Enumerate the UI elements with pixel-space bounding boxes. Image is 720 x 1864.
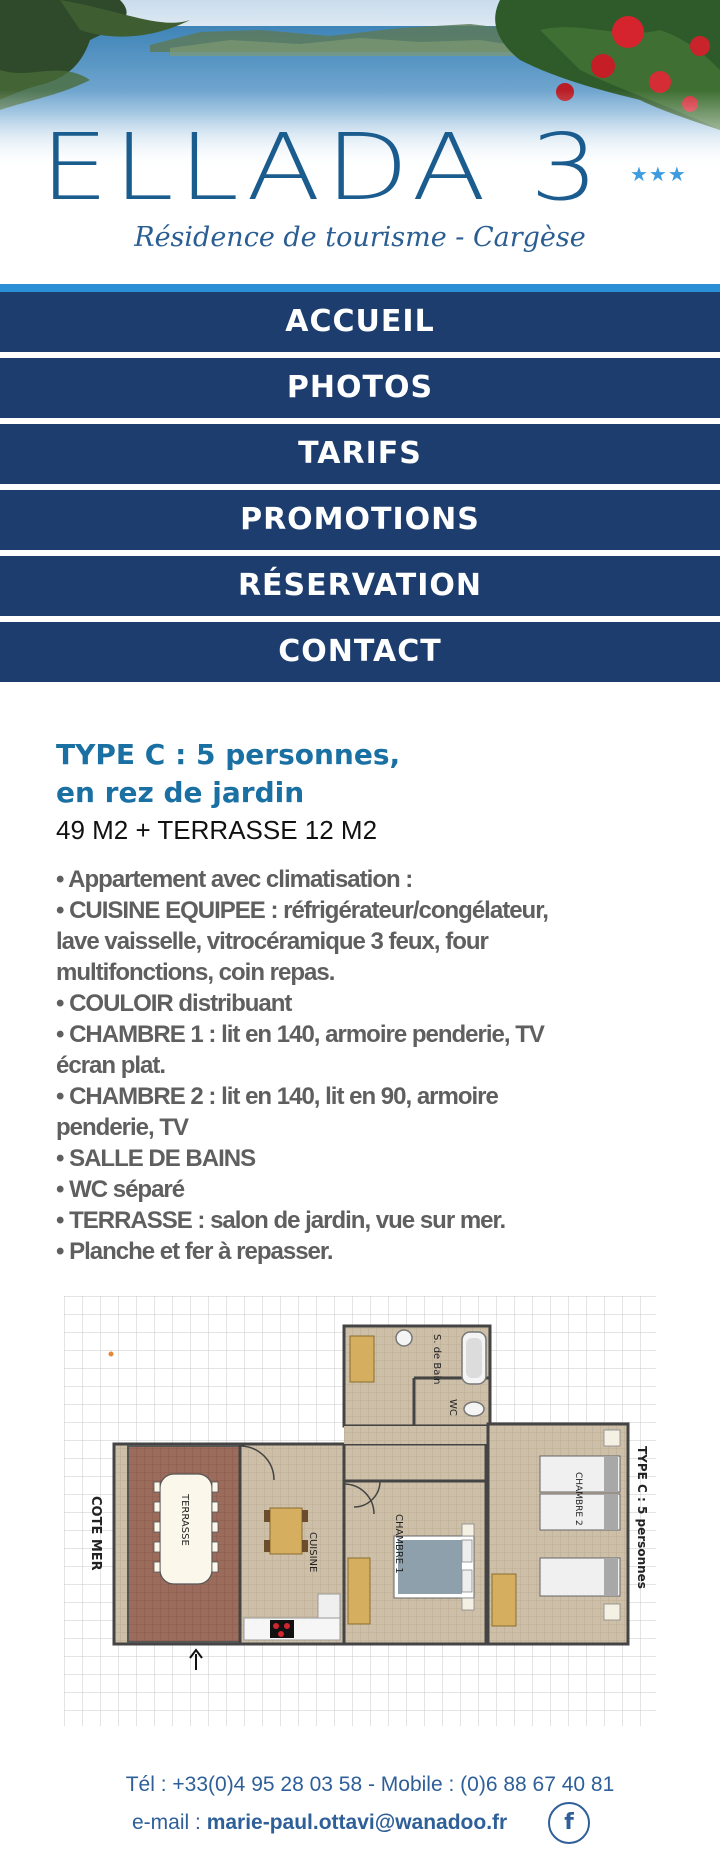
feature-line: multifonctions, coin repas. <box>56 959 335 986</box>
nav-item-photos[interactable]: PHOTOS <box>0 358 720 418</box>
facebook-icon[interactable]: f <box>548 1802 590 1844</box>
phone-numbers: Tél : +33(0)4 95 28 03 58 - Mobile : (0)6 88 67 40 81 <box>125 1773 615 1796</box>
floor-plan <box>64 1296 656 1726</box>
plan-label-bath: S. de Bain <box>431 1334 442 1385</box>
header-accent-bar <box>0 284 720 292</box>
plan-label-sea: COTE MER <box>88 1496 103 1571</box>
feature-line: penderie, TV <box>56 1114 189 1141</box>
feature-line: • WC séparé <box>56 1176 185 1203</box>
plan-label-kitchen: CUISINE <box>307 1532 318 1573</box>
feature-line: • CHAMBRE 2 : lit en 140, lit en 90, armoire <box>56 1083 498 1110</box>
site-header <box>0 0 720 284</box>
nav-item-reservation[interactable]: RÉSERVATION <box>0 556 720 616</box>
apartment-title-line2: en rez de jardin <box>56 776 305 809</box>
feature-line: • COULOIR distribuant <box>56 990 292 1017</box>
feature-line: • TERRASSE : salon de jardin, vue sur mer. <box>56 1207 506 1234</box>
apartment-description <box>56 736 676 1267</box>
star-rating-icon: ★★★ <box>630 162 687 186</box>
apartment-surface: 49 M2 + TERRASSE 12 M2 <box>56 815 378 845</box>
feature-line: • CHAMBRE 1 : lit en 140, armoire penderie, TV <box>56 1021 544 1048</box>
floor-plan-drawing <box>64 1296 656 1726</box>
apartment-title-line1: TYPE C : 5 personnes, <box>56 738 401 771</box>
feature-line: • CUISINE EQUIPEE : réfrigérateur/congélateur, <box>56 897 548 924</box>
email-line <box>132 1808 507 1838</box>
email-label: e-mail : <box>132 1811 207 1834</box>
site-tagline: Résidence de tourisme - Cargèse <box>134 222 586 253</box>
feature-line: écran plat. <box>56 1052 166 1079</box>
nav-item-promotions[interactable]: PROMOTIONS <box>0 490 720 550</box>
nav-item-tarifs[interactable]: TARIFS <box>0 424 720 484</box>
plan-label-terrace: TERRASSE <box>179 1494 190 1546</box>
main-navigation <box>0 292 720 688</box>
plan-label-room2: CHAMBRE 2 <box>573 1472 583 1526</box>
plan-label-type: TYPE C : 5 personnes <box>635 1446 649 1589</box>
plan-label-room1: CHAMBRE 1 <box>393 1514 404 1574</box>
nav-item-accueil[interactable]: ACCUEIL <box>0 292 720 352</box>
feature-line: • Appartement avec climatisation : <box>56 866 413 893</box>
feature-line: • SALLE DE BAINS <box>56 1145 256 1172</box>
site-logo[interactable]: ELLADA 3 <box>40 114 604 221</box>
feature-line: • Planche et fer à repasser. <box>56 1238 333 1265</box>
feature-line: lave vaisselle, vitrocéramique 3 feux, four <box>56 928 488 955</box>
plan-label-wc: WC <box>447 1399 458 1416</box>
email-link[interactable]: marie-paul.ottavi@wanadoo.fr <box>206 1811 508 1834</box>
nav-item-contact[interactable]: CONTACT <box>0 622 720 682</box>
feature-list <box>56 864 676 1267</box>
contact-footer <box>0 1770 720 1835</box>
